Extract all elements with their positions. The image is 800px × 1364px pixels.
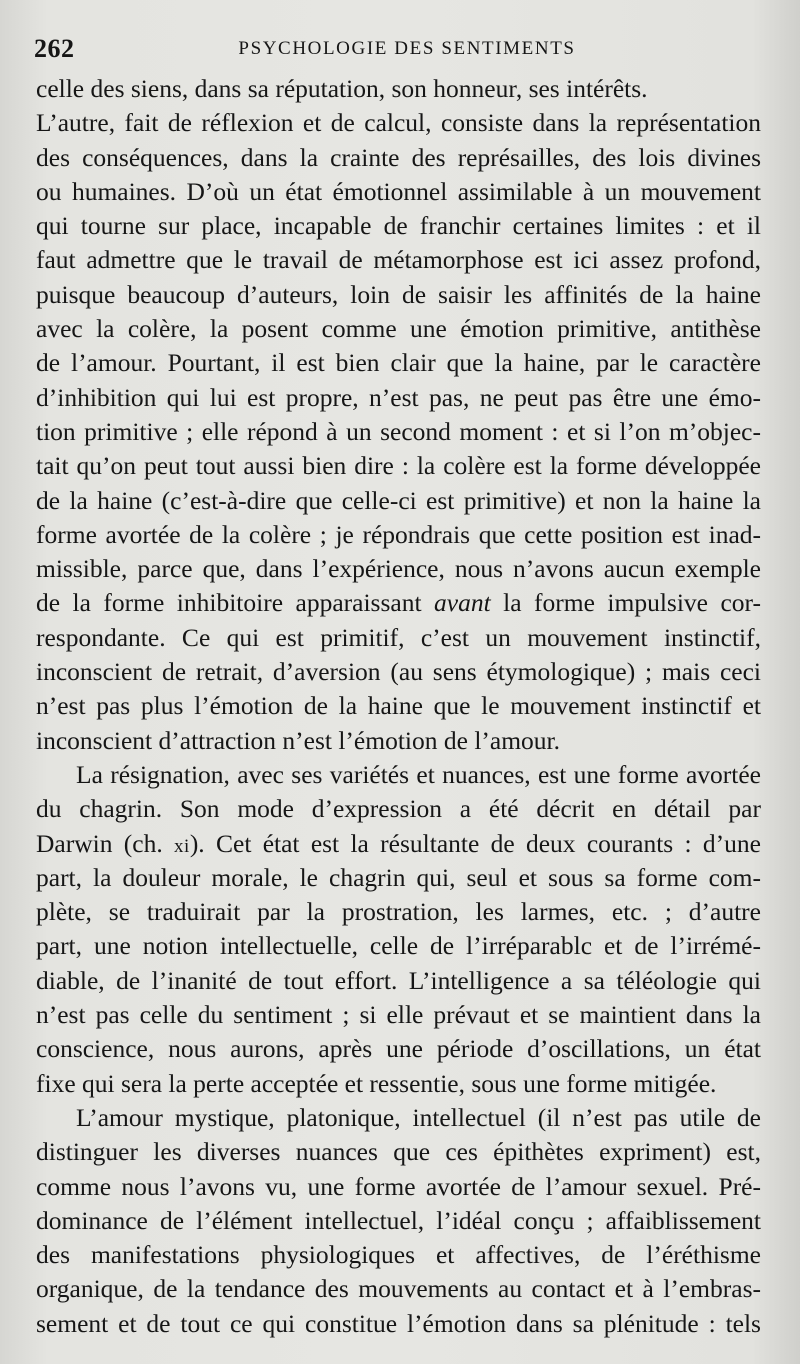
text-line: tion primitive ; elle répond à un second moment : et si l’on m’objec- bbox=[36, 416, 761, 446]
text-line: avec la colère, la posent comme une émotion primitive, antithèse bbox=[36, 314, 761, 344]
running-head: PSYCHOLOGIE DES SENTIMENTS bbox=[238, 38, 576, 59]
text-line: part, la douleur morale, le chagrin qui, seul et sous sa forme com- bbox=[36, 862, 761, 892]
text-line: missible, parce que, dans l’expérience, nous n’avons aucun exemple bbox=[36, 554, 761, 584]
text-line: des conséquences, dans la crainte des représailles, des lois divines bbox=[36, 142, 761, 172]
text-line: fixe qui sera la perte acceptée et ressentie, sous une forme mitigée. bbox=[36, 1068, 717, 1098]
page-header bbox=[34, 34, 754, 64]
text-line bbox=[36, 827, 761, 861]
text-line: ou humaines. D’où un état émotionnel assimilable à un mouvement bbox=[36, 176, 761, 206]
text-line: tait qu’on peut tout aussi bien dire : la colère est la forme développée bbox=[36, 451, 761, 481]
text-line: celle des siens, dans sa réputation, son honneur, ses intérêts. bbox=[36, 74, 648, 103]
text-line: qui tourne sur place, incapable de franchir certaines limites : et il bbox=[36, 211, 761, 241]
text-line: conscience, nous aurons, après une période d’oscillations, un état bbox=[36, 1034, 761, 1064]
text-line: La résignation, avec ses variétés et nuances, est une forme avortée bbox=[76, 759, 761, 789]
text-segment: ). Cet état est la résultante de deux courants : d’une bbox=[189, 828, 761, 858]
text-line: plète, se traduirait par la prostration, les larmes, etc. ; d’autre bbox=[36, 897, 761, 927]
text-line: organique, de la tendance des mouvements au contact et à l’embras- bbox=[36, 1274, 761, 1304]
text-line: comme nous l’avons vu, une forme avortée de l’amour sexuel. Pré- bbox=[36, 1171, 761, 1201]
text-line: forme avortée de la colère ; je répondrais que cette position est inad- bbox=[36, 519, 761, 549]
text-line: L’autre, fait de réflexion et de calcul, consiste dans la représentation bbox=[36, 108, 761, 138]
text-line: n’est pas plus l’émotion de la haine que le mouvement instinctif et bbox=[36, 691, 761, 721]
text-line: d’inhibition qui lui est propre, n’est pas, ne peut pas être une émo- bbox=[36, 382, 761, 412]
text-line: respondante. Ce qui est primitif, c’est un mouvement instinctif, bbox=[36, 622, 761, 652]
text-line: des manifestations physiologiques et affectives, de l’éréthisme bbox=[36, 1240, 761, 1270]
text-line: L’amour mystique, platonique, intellectuel (il n’est pas utile de bbox=[76, 1102, 761, 1132]
text-line: de l’amour. Pourtant, il est bien clair que la haine, par le caractère bbox=[36, 348, 761, 378]
text-segment: la forme impulsive cor- bbox=[490, 588, 761, 618]
text-line bbox=[36, 586, 761, 620]
text-line: puisque beaucoup d’auteurs, loin de saisir les affinités de la haine bbox=[36, 279, 761, 309]
text-line: part, une notion intellectuelle, celle de l’irréparablc et de l’irrémé- bbox=[36, 931, 761, 961]
text-line: inconscient de retrait, d’aversion (au sens étymologique) ; mais ceci bbox=[36, 657, 761, 687]
text-line: du chagrin. Son mode d’expression a été décrit en détail par bbox=[36, 794, 761, 824]
text-segment: de la forme inhibitoire apparaissant bbox=[36, 588, 435, 618]
body-text bbox=[36, 72, 761, 1341]
text-line: inconscient d’attraction n’est l’émotion de l’amour. bbox=[36, 725, 561, 755]
text-line: n’est pas celle du sentiment ; si elle prévaut et se maintient dans la bbox=[36, 1000, 761, 1030]
text-line: diable, de l’inanité de tout effort. L’intelligence a sa téléologie qui bbox=[36, 965, 761, 995]
page-number: 262 bbox=[34, 34, 75, 63]
text-segment: Darwin (ch. bbox=[36, 828, 175, 858]
italic-emphasis bbox=[434, 588, 491, 617]
chapter-numeral: xi bbox=[174, 835, 190, 857]
italic-word: avant bbox=[434, 588, 491, 618]
text-line: faut admettre que le travail de métamorphose est ici assez profond, bbox=[36, 245, 761, 275]
text-line: sement et de tout ce qui constitue l’émotion dans sa plénitude : tels bbox=[36, 1308, 761, 1338]
text-line: distinguer les diverses nuances que ces épithètes expriment) est, bbox=[36, 1137, 761, 1167]
text-line: de la haine (c’est-à-dire que celle-ci est primitive) et non la haine la bbox=[36, 485, 761, 515]
text-line: dominance de l’élément intellectuel, l’idéal conçu ; affaiblissement bbox=[36, 1205, 761, 1235]
